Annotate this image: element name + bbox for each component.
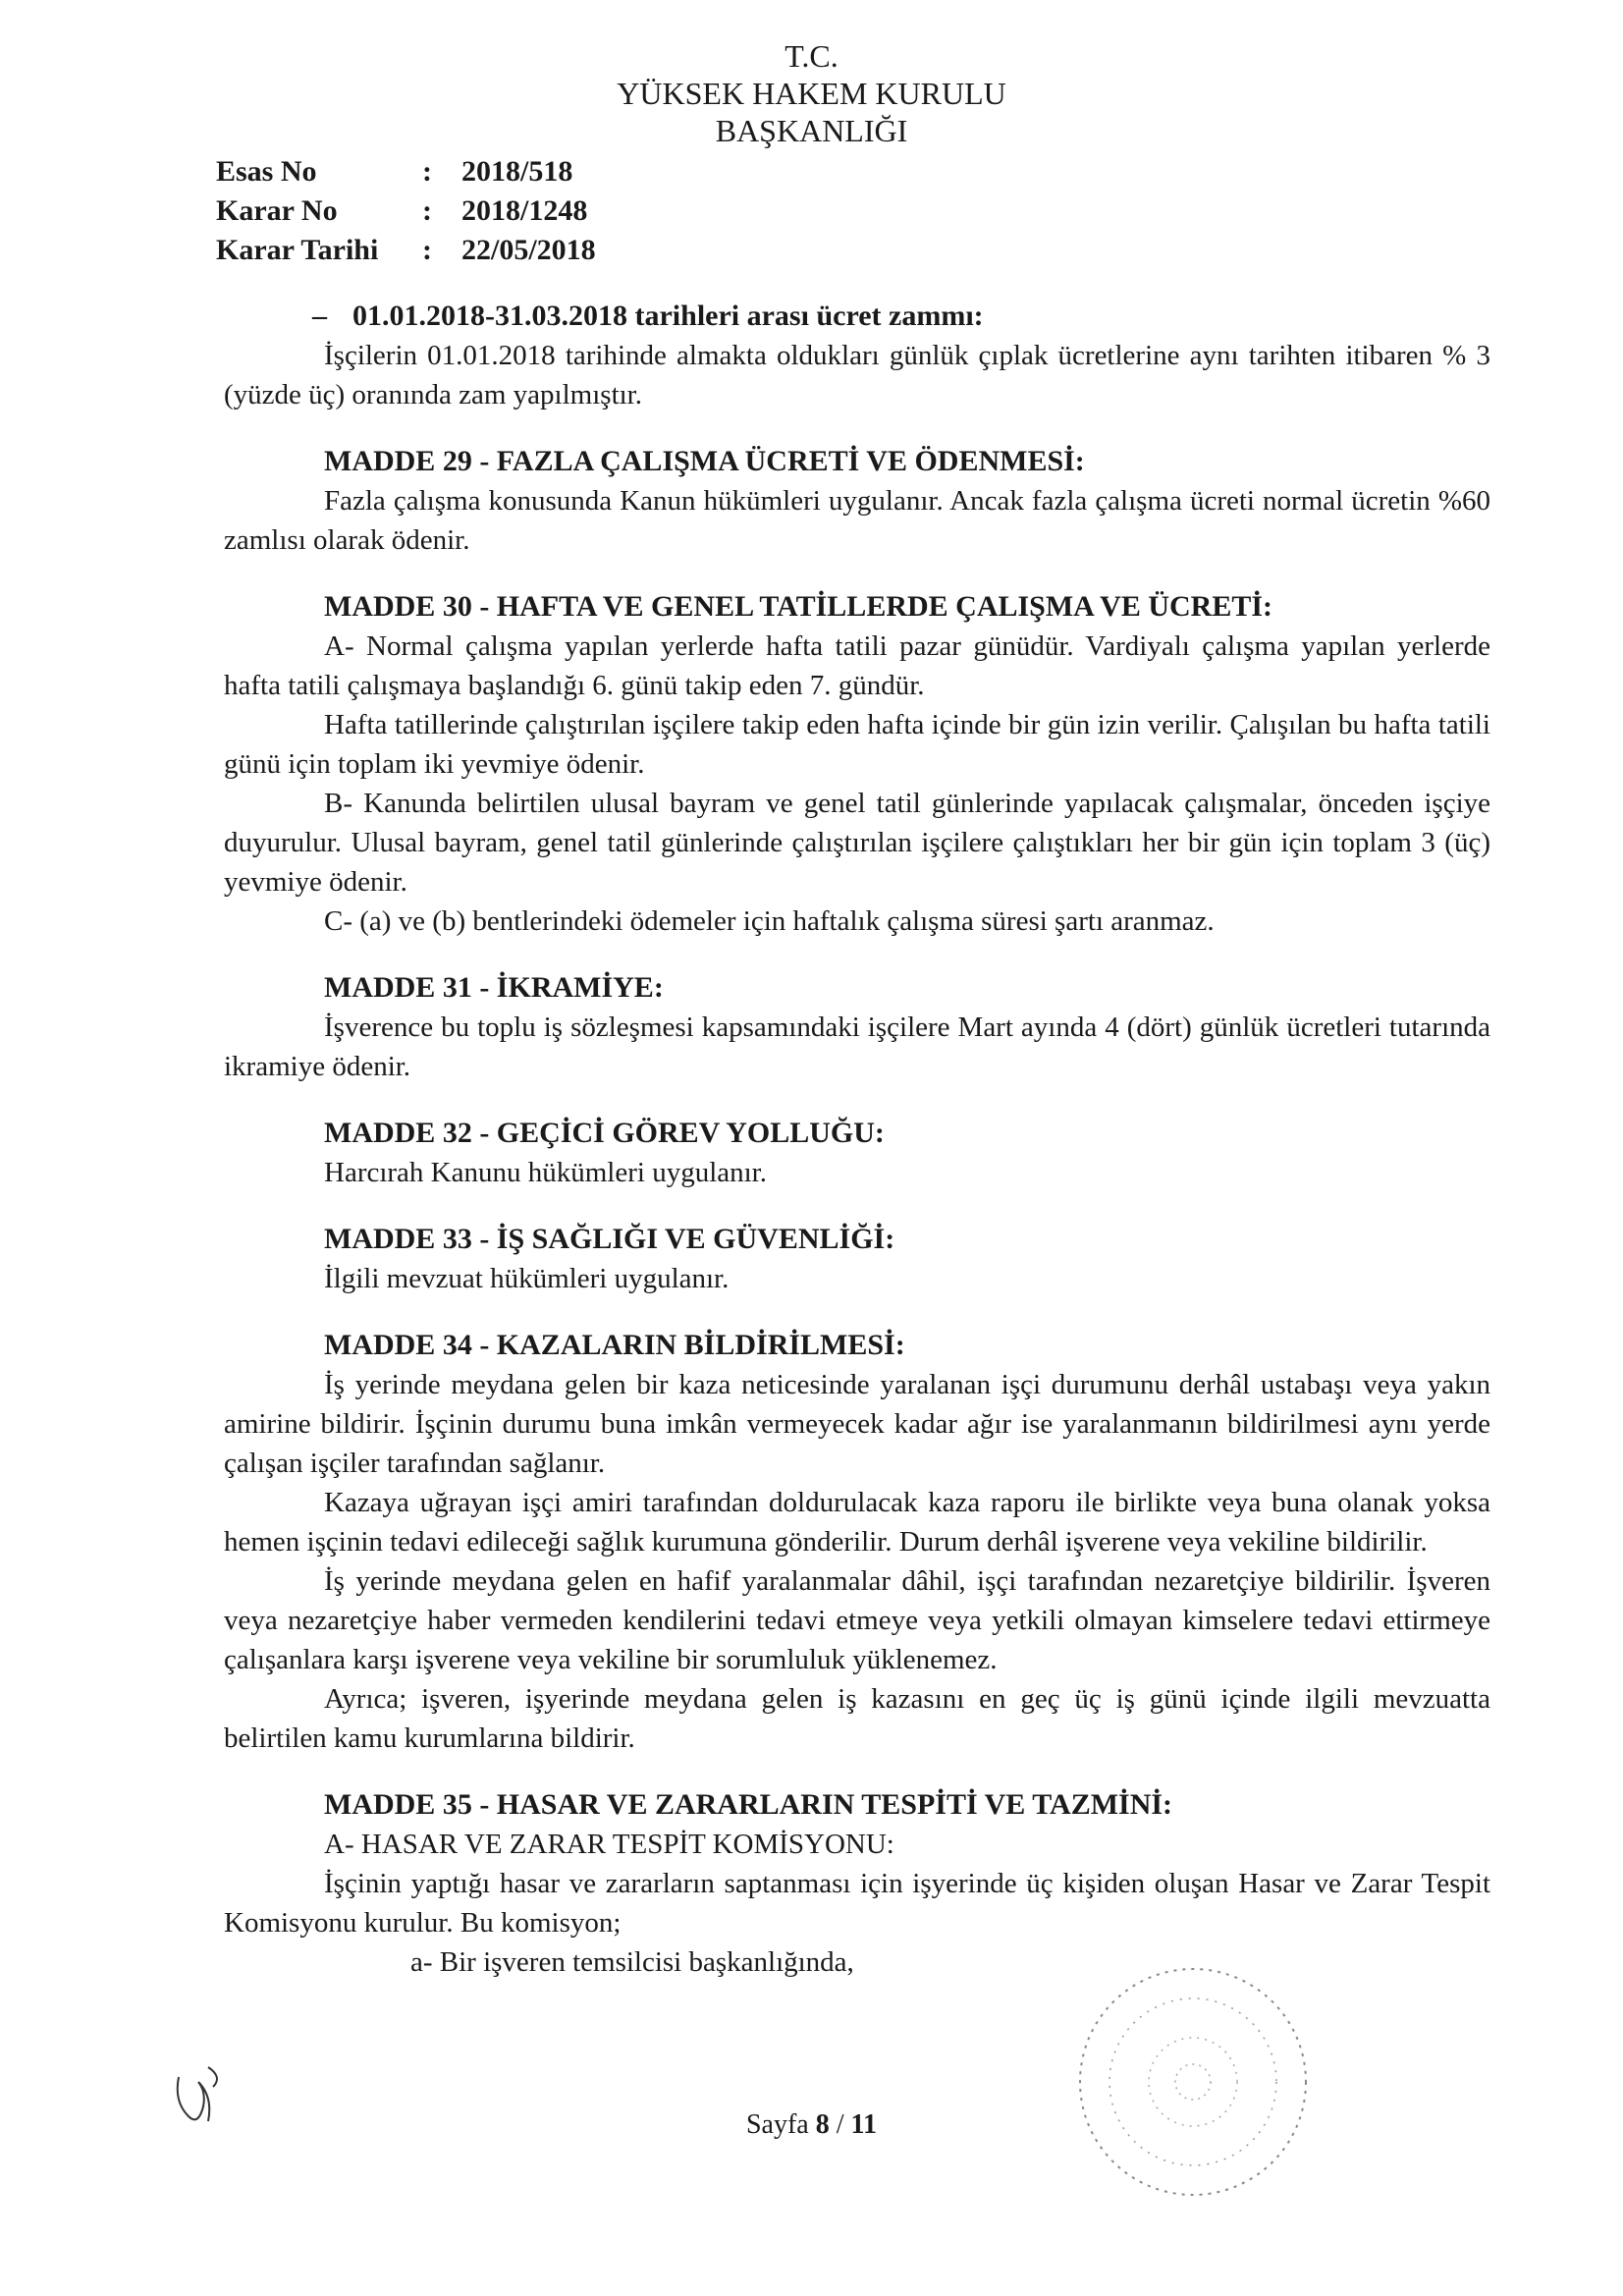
article-35-item-a: a- Bir işveren temsilcisi başkanlığında, (410, 1946, 854, 1978)
article-34-p1: İş yerinde meydana gelen bir kaza neticesinde yaralanan işçi durumunu derhâl ustabaşı veya yakın amirine bildirir. İşçinin durumu buna imkân vermeyecek kadar ağır ise yaralanmanın bildirilmesi aynı yerde çalışan işçiler tarafından sağlanır. (224, 1369, 1490, 1479)
article-30-p4: C- (a) ve (b) bentlerindeki ödemeler için haftalık çalışma süresi şartı aranmaz. (324, 905, 1215, 937)
header-tc: T.C. (784, 38, 839, 74)
document-header (0, 37, 1623, 149)
page-separator: / (836, 2109, 844, 2140)
article-30-p1: A- Normal çalışma yapılan yerlerde hafta tatili pazar günüdür. Vardiyalı çalışma yapılan yerlerde hafta tatili çalışmaya başlandığı 6. günü takip eden 7. gündür. (224, 630, 1490, 701)
article-30-p2: Hafta tatillerinde çalıştırılan işçilere takip eden hafta içinde bir gün izin verilir. Çalışılan bu hafta tatili günü için toplam iki yevmiye ödenir. (224, 709, 1490, 780)
article-35-title: MADDE 35 - HASAR VE ZARARLARIN TESPİTİ VE TAZMİNİ: (324, 1788, 1173, 1821)
document-body (224, 297, 1490, 1982)
article-31-p1: İşverence bu toplu iş sözleşmesi kapsamındaki işçilere Mart ayında 4 (dört) günlük ücretleri tutarında ikramiye ödenir. (224, 1011, 1490, 1082)
header-institution: YÜKSEK HAKEM KURULU (617, 76, 1006, 111)
intro-heading (312, 297, 1490, 336)
esas-label: Esas No (216, 155, 317, 188)
article-35-subheading: A- HASAR VE ZARAR TESPİT KOMİSYONU: (324, 1829, 894, 1860)
article-34-p3: İş yerinde meydana gelen en hafif yaralanmalar dâhil, işçi tarafından nezaretçiye bildirilir. İşveren veya nezaretçiye haber vermeden kendilerini tedavi etmeye veya yetkili olmayan kimselere tedavi ettirmeye çalışanlara karşı işverene veya vekiline bir sorumluluk yüklenemez. (224, 1565, 1490, 1675)
total-pages: 11 (850, 2109, 877, 2140)
karar-value: 2018/1248 (461, 194, 588, 227)
separator: : (422, 155, 432, 188)
case-metadata (216, 152, 596, 270)
article-32-title: MADDE 32 - GEÇİCİ GÖREV YOLLUĞU: (324, 1117, 885, 1149)
article-29-p1: Fazla çalışma konusunda Kanun hükümleri uygulanır. Ancak fazla çalışma ücreti normal ücretin %60 zamlısı olarak ödenir. (224, 485, 1490, 556)
article-34-p4: Ayrıca; işveren, işyerinde meydana gelen iş kazasını en geç üç iş günü içinde ilgili mevzuatta belirtilen kamu kurumlarına bildirir. (224, 1683, 1490, 1754)
page-footer (0, 2109, 1623, 2141)
separator: : (422, 234, 432, 266)
page-label: Sayfa (745, 2109, 809, 2140)
current-page: 8 (815, 2109, 830, 2140)
article-31-title: MADDE 31 - İKRAMİYE: (324, 971, 664, 1004)
article-33-title: MADDE 33 - İŞ SAĞLIĞI VE GÜVENLİĞİ: (324, 1223, 895, 1255)
article-29-title: MADDE 29 - FAZLA ÇALIŞMA ÜCRETİ VE ÖDENMESİ: (324, 445, 1085, 477)
article-35-p1: İşçinin yaptığı hasar ve zararların saptanması için işyerinde üç kişiden oluşan Hasar ve Zarar Tespit Komisyonu kurulur. Bu komisyon; (224, 1868, 1490, 1939)
karar-label: Karar No (216, 194, 338, 227)
official-stamp-seal (1065, 1949, 1321, 2214)
tarih-label: Karar Tarihi (216, 234, 379, 266)
tarih-value: 22/05/2018 (461, 234, 596, 266)
intro-heading-text: 01.01.2018-31.03.2018 tarihleri arası ücret zammı: (352, 300, 984, 332)
article-33-p1: İlgili mevzuat hükümleri uygulanır. (324, 1263, 730, 1294)
article-34-title: MADDE 34 - KAZALARIN BİLDİRİLMESİ: (324, 1329, 905, 1361)
dash-bullet: – (312, 300, 327, 332)
esas-row (216, 152, 596, 191)
article-32-p1: Harcırah Kanunu hükümleri uygulanır. (324, 1157, 767, 1188)
tarih-row (216, 231, 596, 270)
article-30-p3: B- Kanunda belirtilen ulusal bayram ve genel tatil günlerinde yapılacak çalışmalar, önceden işçiye duyurulur. Ulusal bayram, genel tatil günlerinde çalıştırılan işçilere çalıştıkları her bir gün için toplam 3 (üç) yevmiye ödenir. (224, 788, 1490, 898)
article-34-p2: Kazaya uğrayan işçi amiri tarafından doldurulacak kaza raporu ile birlikte veya buna olanak yoksa hemen işçinin tedavi edileceği sağlık kurumuna gönderilir. Durum derhâl işverene veya vekiline bildirilir. (224, 1487, 1490, 1558)
intro-paragraph: İşçilerin 01.01.2018 tarihinde almakta oldukları günlük çıplak ücretlerine aynı tarihten itibaren % 3 (yüzde üç) oranında zam yapılmıştır. (224, 340, 1490, 410)
header-department: BAŞKANLIĞI (715, 113, 908, 148)
esas-value: 2018/518 (461, 155, 573, 188)
karar-row (216, 191, 596, 231)
separator: : (422, 194, 432, 227)
article-30-title: MADDE 30 - HAFTA VE GENEL TATİLLERDE ÇALIŞMA VE ÜCRETİ: (324, 590, 1273, 623)
